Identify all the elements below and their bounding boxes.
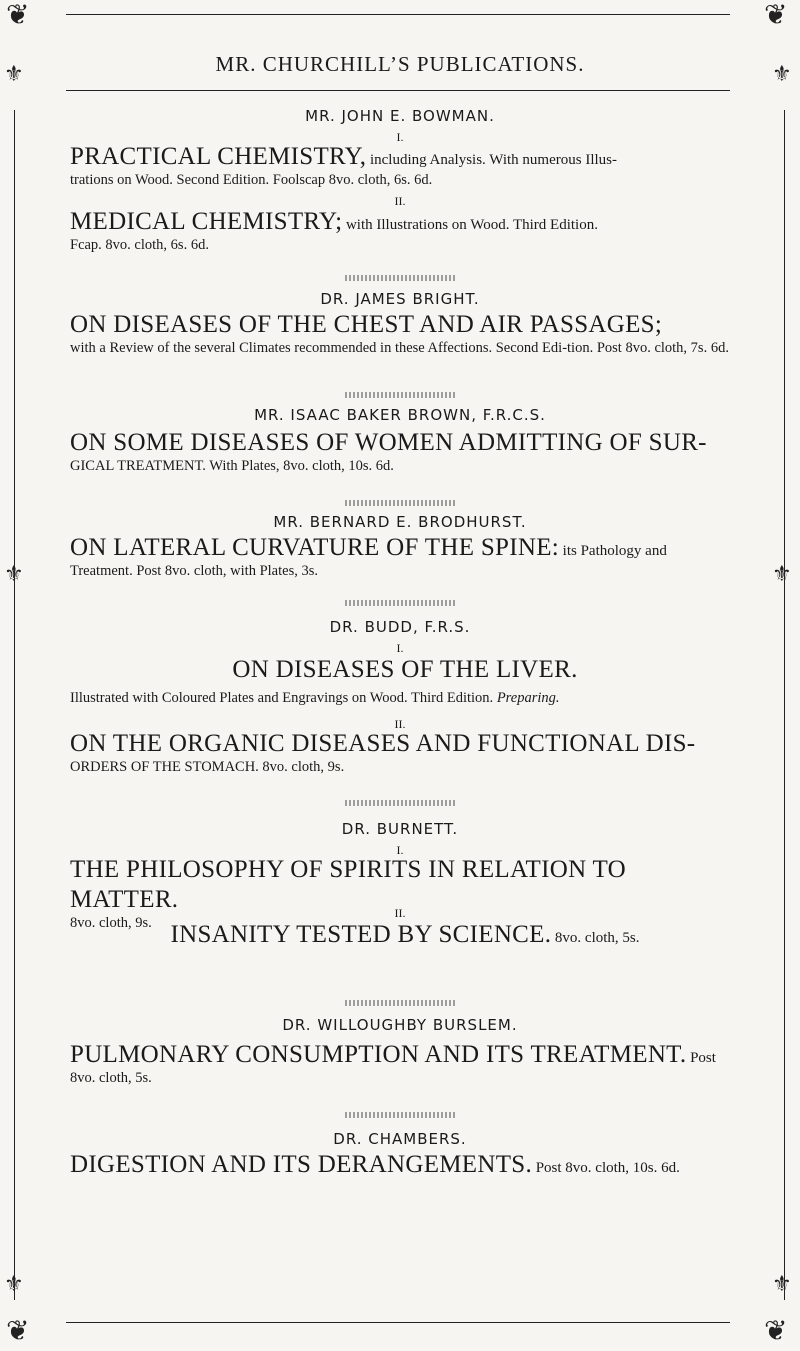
book-title: ON SOME DISEASES OF WOMEN ADMITTING OF SUR- (70, 429, 707, 456)
section-divider (345, 1000, 455, 1006)
entry-numeral: I. (396, 843, 404, 857)
section-divider (345, 800, 455, 806)
section-divider (345, 392, 455, 398)
section-divider (345, 500, 455, 506)
entry-numeral: I. (396, 641, 404, 655)
book-entry (70, 142, 740, 190)
author-heading: DR. BUDD, F.R.S. (329, 618, 471, 636)
book-description: Fcap. 8vo. cloth, 6s. 6d. (70, 237, 209, 253)
section-divider (345, 275, 455, 281)
book-description-inline: including Analysis. With numerous Illus- (369, 152, 617, 168)
right-lower-ornament-icon: ⚜ (772, 1271, 792, 1296)
bottom-right-ornament-icon: ❦ (764, 1316, 788, 1347)
author-heading: MR. ISAAC BAKER BROWN, F.R.C.S. (254, 406, 546, 424)
book-title: ON DISEASES OF THE CHEST AND AIR PASSAGES; (70, 311, 663, 338)
book-entry (70, 428, 740, 476)
book-title: THE PHILOSOPHY OF SPIRITS IN RELATION TO MATTER. (70, 856, 627, 913)
left-lower-ornament-icon: ⚜ (4, 1271, 24, 1296)
top-border-rule (66, 14, 730, 15)
book-description: 8vo. cloth, 9s. (70, 915, 152, 931)
right-upper-ornament-icon: ⚜ (772, 61, 792, 86)
book-entry (70, 207, 740, 255)
header-underline-rule (66, 90, 730, 91)
book-entry (70, 1040, 740, 1088)
book-description: 8vo. cloth, 5s. (70, 1070, 152, 1086)
book-entry (70, 533, 740, 581)
page-header-title: MR. CHURCHILL’S PUBLICATIONS. (215, 52, 585, 76)
book-description-inline: with Illustrations on Wood. Third Edition. (345, 217, 598, 233)
author-heading: DR. BURNETT. (341, 820, 459, 838)
bottom-left-ornament-icon: ❦ (6, 1316, 30, 1347)
book-description-inline: Post 8vo. cloth, 10s. 6d. (535, 1160, 680, 1176)
book-title: INSANITY TESTED BY SCIENCE. (170, 921, 552, 948)
book-entry-details (70, 690, 740, 708)
author-heading: MR. BERNARD E. BRODHURST. (273, 513, 527, 531)
left-mid-ornament-icon: ⚜ (4, 561, 24, 586)
author-heading: DR. WILLOUGHBY BURSLEM. (282, 1016, 518, 1034)
bottom-border-rule (66, 1322, 730, 1323)
entry-numeral: I. (396, 130, 404, 144)
book-description-inline: 8vo. cloth, 5s. (554, 930, 640, 946)
author-heading: MR. JOHN E. BOWMAN. (305, 107, 495, 125)
book-title: ON THE ORGANIC DISEASES AND FUNCTIONAL DIS- (70, 730, 696, 757)
book-description-inline: its Pathology and (562, 543, 667, 559)
book-description: trations on Wood. Second Edition. Foolscap 8vo. cloth, 6s. 6d. (70, 172, 433, 188)
book-title: ON DISEASES OF THE LIVER. (232, 656, 578, 683)
book-entry (70, 729, 740, 777)
book-description: Illustrated with Coloured Plates and Engravings on Wood. Third Edition. (70, 690, 494, 706)
entry-numeral: II. (394, 717, 406, 731)
book-description-inline: Post (690, 1050, 716, 1066)
entry-numeral: II. (394, 194, 406, 208)
entry-numeral: II. (394, 906, 406, 920)
book-title: PRACTICAL CHEMISTRY, (70, 143, 367, 170)
book-description: with a Review of the several Climates recommended in these Affections. Second Edi-tion. Post 8vo. cloth, 7s. 6d. (70, 340, 729, 356)
book-entry (70, 655, 740, 685)
section-divider (345, 600, 455, 606)
book-description: GICAL TREATMENT. With Plates, 8vo. cloth, 10s. 6d. (70, 458, 394, 474)
book-entry (70, 310, 740, 358)
section-divider (345, 1112, 455, 1118)
book-title: ON LATERAL CURVATURE OF THE SPINE: (70, 534, 560, 561)
book-status: Preparing. (496, 690, 560, 706)
book-description: ORDERS OF THE STOMACH. 8vo. cloth, 9s. (70, 759, 345, 775)
author-heading: DR. CHAMBERS. (333, 1130, 467, 1148)
top-right-ornament-icon: ❦ (764, 0, 788, 31)
right-mid-ornament-icon: ⚜ (772, 561, 792, 586)
left-border-rule (14, 110, 15, 1300)
book-entry (70, 920, 740, 950)
book-title: MEDICAL CHEMISTRY; (70, 208, 343, 235)
author-heading: DR. JAMES BRIGHT. (320, 290, 480, 308)
book-entry (70, 1150, 740, 1180)
book-description: Treatment. Post 8vo. cloth, with Plates, 3s. (70, 563, 318, 579)
right-border-rule (784, 110, 785, 1300)
top-left-ornament-icon: ❦ (6, 0, 30, 31)
left-upper-ornament-icon: ⚜ (4, 61, 24, 86)
book-title: DIGESTION AND ITS DERANGEMENTS. (70, 1151, 533, 1178)
book-title: PULMONARY CONSUMPTION AND ITS TREATMENT. (70, 1041, 687, 1068)
